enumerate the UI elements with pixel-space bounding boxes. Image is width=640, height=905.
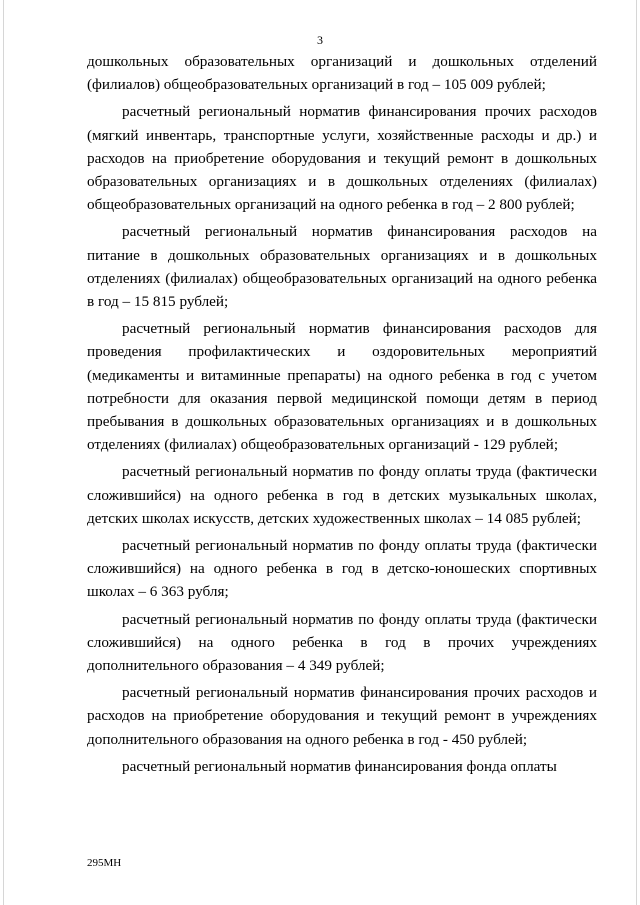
paragraph-other-expenses-additional-education: расчетный региональный норматив финансирования прочих расходов и расходов на приобретение оборудования и текущий ремонт в учреждениях дополнительного образования на одного ребенка в год - 450 рублей; [87,684,597,748]
paragraph-wage-fund-start: расчетный региональный норматив финансирования фонда оплаты [122,757,557,775]
paragraph-health-measures: расчетный региональный норматив финансирования расходов для проведения профилактических и оздоровительных мероприятий (медикаменты и витаминные препараты) на одного ребенка в год с учетом потребности для оказания первой медицинской помощи детям в период пребывания в дошкольных образовательных организациях и в дошкольных отделениях (филиалах) общеобразовательных организаций - 129 рублей; [87,320,597,454]
document-body [87,50,597,782]
paragraph-wages-sports-schools: расчетный региональный норматив по фонду оплаты труда (фактически сложившийся) на одного ребенка в год в детско-юношеских спортивных школах – 6 363 рубля; [87,537,597,601]
paragraph-other-expenses-preschool: расчетный региональный норматив финансирования прочих расходов (мягкий инвентарь, транспортные услуги, хозяйственные расходы и др.) и расходов на приобретение оборудования и текущий ремонт в дошкольных образовательных организациях и в дошкольных отделениях (филиалах) общеобразовательных организаций на одного ребенка в год – 2 800 рублей; [87,103,597,214]
paragraph-wages-arts-schools: расчетный региональный норматив по фонду оплаты труда (фактически сложившийся) на одного ребенка в год в детских музыкальных школах, детских школах искусств, детских художественных школах – 14 085 рублей; [87,463,597,527]
paragraph-continuation: дошкольных образовательных организаций и дошкольных отделений (филиалов) общеобразовательных организаций в год – 105 009 рублей; [87,53,597,94]
paragraph-food-expenses: расчетный региональный норматив финансирования расходов на питание в дошкольных образовательных организациях и в дошкольных отделениях (филиалах) общеобразовательных организаций на одного ребенка в год – 15 815 рублей; [87,223,597,311]
paragraph-wages-other-institutions: расчетный региональный норматив по фонду оплаты труда (фактически сложившийся) на одного ребенка в год в прочих учреждениях дополнительного образования – 4 349 рублей; [87,610,597,675]
document-code: 295МН [87,857,122,869]
page-edge-left [3,0,4,905]
page-number: 3 [317,33,323,47]
page-edge-right [636,0,637,905]
